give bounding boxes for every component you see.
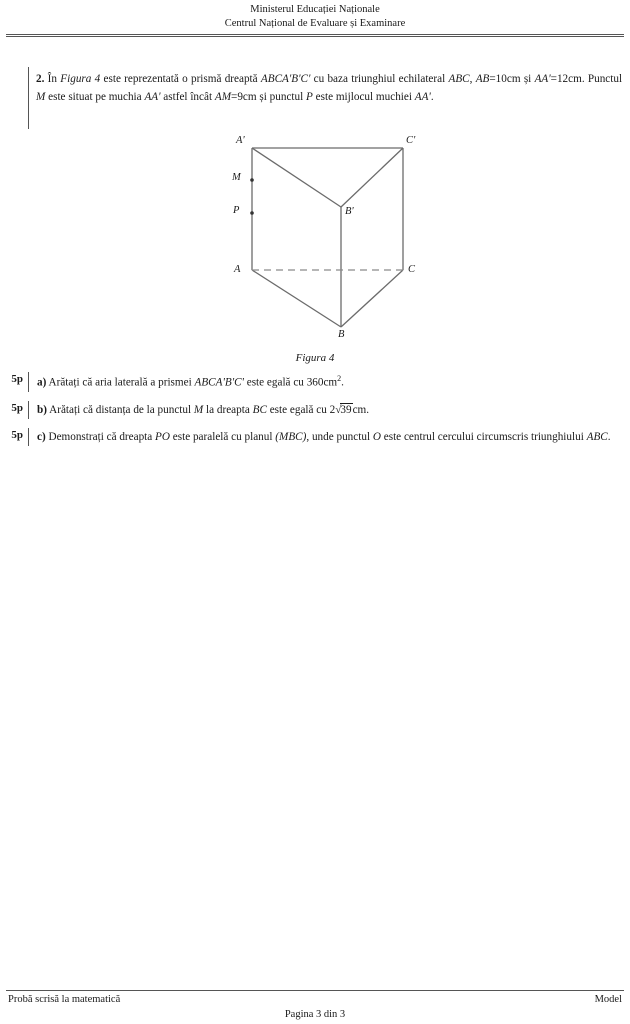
subitem-c-math-3: O [372,431,381,444]
subitem-c-math-2: (MBC) [275,431,307,444]
subitem-c-math-1: PO [155,431,170,444]
header-divider-top [6,34,624,35]
subitem-a-end: . [341,376,344,389]
stem-text-5: este situat pe muchia [48,91,142,104]
subitem-c-text-1: Demonstrați că dreapta [48,431,153,444]
stem-text-2: este reprezentată o prismă dreaptă [103,73,258,86]
figure-caption: Figura 4 [295,352,335,365]
geometry-figure [0,132,630,377]
subitem-b-unit: cm [352,404,367,417]
figure-label-b-prime: B' [345,206,354,218]
footer-variant: Model [594,994,622,1005]
ab-symbol: AB [475,73,490,86]
figure-label-m: M [232,172,241,184]
subitem-b-text-2: la dreapta [206,404,250,417]
figure-label-b: B [338,329,345,341]
figure-label-c: C [408,264,416,276]
figure-label-p: P [233,205,240,217]
base-triangle-name: ABC [448,73,470,86]
header-institution-line2: Centrul Național de Evaluare și Examinare [224,17,406,29]
triangular-prism-svg [0,132,630,377]
subitem-b-text [29,401,630,419]
subitem-b-text-3: este egală cu [269,404,327,417]
subitem-a-text-2: este egală cu [246,376,304,389]
subitem-b-text-1: Arătați că distanța de la punctul [49,404,192,417]
edge-aa-symbol: AA' [144,91,161,104]
ab-value: =10cm [489,73,521,86]
subitem-a-unit: cm [323,376,338,389]
point-m-symbol: M [36,91,46,104]
subitem-b-points: 5p [11,402,23,415]
subitem-b-radicand: 39 [340,404,352,417]
problem-number: 2. [36,73,45,86]
figure-label-c-prime: C' [406,135,416,147]
subitem-b-sqrt-expression: 2√39 [329,404,352,417]
subitem-b-end: . [366,404,370,417]
subitem-a-label: a) [37,376,47,389]
aa-symbol: AA' [534,73,551,86]
subitem-c-text [29,428,630,446]
stem-text-1: În [47,73,57,86]
subitem-a-math-1: ABCA'B'C' [194,376,244,389]
subitem-c-text-4: este centrul cercului circumscris triunghiului [383,431,584,444]
stem-comma-1: , [469,73,473,86]
stem-period-2: . [430,91,434,104]
subitem-b [0,401,630,419]
footer-row [0,991,630,1005]
document-footer [0,990,630,1024]
subitem-a-text-1: Arătați că aria laterală a prismei [48,376,192,389]
footer-exam-name: Probă scrisă la matematică [8,994,121,1005]
point-p-symbol: P [306,91,313,104]
stem-text-8: este mijlocul muchiei [315,91,412,104]
subitem-c-end: . [607,431,611,444]
subitem-b-coefficient: 2 [329,404,336,417]
subitem-c [0,428,630,446]
stem-and-1: și [523,73,532,86]
stem-text-3: cu baza triunghiul echilateral [313,73,446,86]
prism-name: ABCA'B'C' [260,73,311,86]
footer-page-number: Pagina 3 din 3 [284,1009,346,1020]
subitem-a-points: 5p [11,373,23,386]
figure-label-a-prime: A' [236,135,245,147]
edge-aa-symbol-2: AA' [414,91,431,104]
figure-reference: Figura 4 [60,73,101,86]
stem-text-4: Punctul [587,73,623,86]
subitem-c-text-3: , unde punctul [306,431,371,444]
subitem-a-exponent: 2 [337,374,342,384]
subitem-a [0,372,630,392]
figure-label-a: A [234,264,241,276]
stem-text-7: punctul [269,91,304,104]
am-value: =9cm [231,91,257,104]
subitem-b-math-2: BC [252,404,267,417]
subitem-c-label: c) [37,431,46,444]
subitem-c-math-4: ABC [586,431,608,444]
problem-subitems [0,372,630,455]
stem-and-2: și [259,91,267,104]
document-header [0,0,630,31]
subitem-a-text [29,372,630,392]
subitem-b-label: b) [37,404,47,417]
am-symbol: AM [214,91,232,104]
header-institution-line1: Ministerul Educației Naționale [250,4,380,15]
problem-left-rule [28,67,29,129]
header-divider-bottom [6,36,624,37]
aa-value: =12cm [550,73,582,86]
problem-statement [36,70,622,106]
stem-text-6: astfel încât [163,91,213,104]
subitem-c-points: 5p [11,429,23,442]
stem-period-1: . [581,73,585,86]
subitem-c-text-2: este paralelă cu planul [172,431,273,444]
subitem-a-value: 360 [306,376,324,389]
subitem-b-math-1: M [193,404,204,417]
